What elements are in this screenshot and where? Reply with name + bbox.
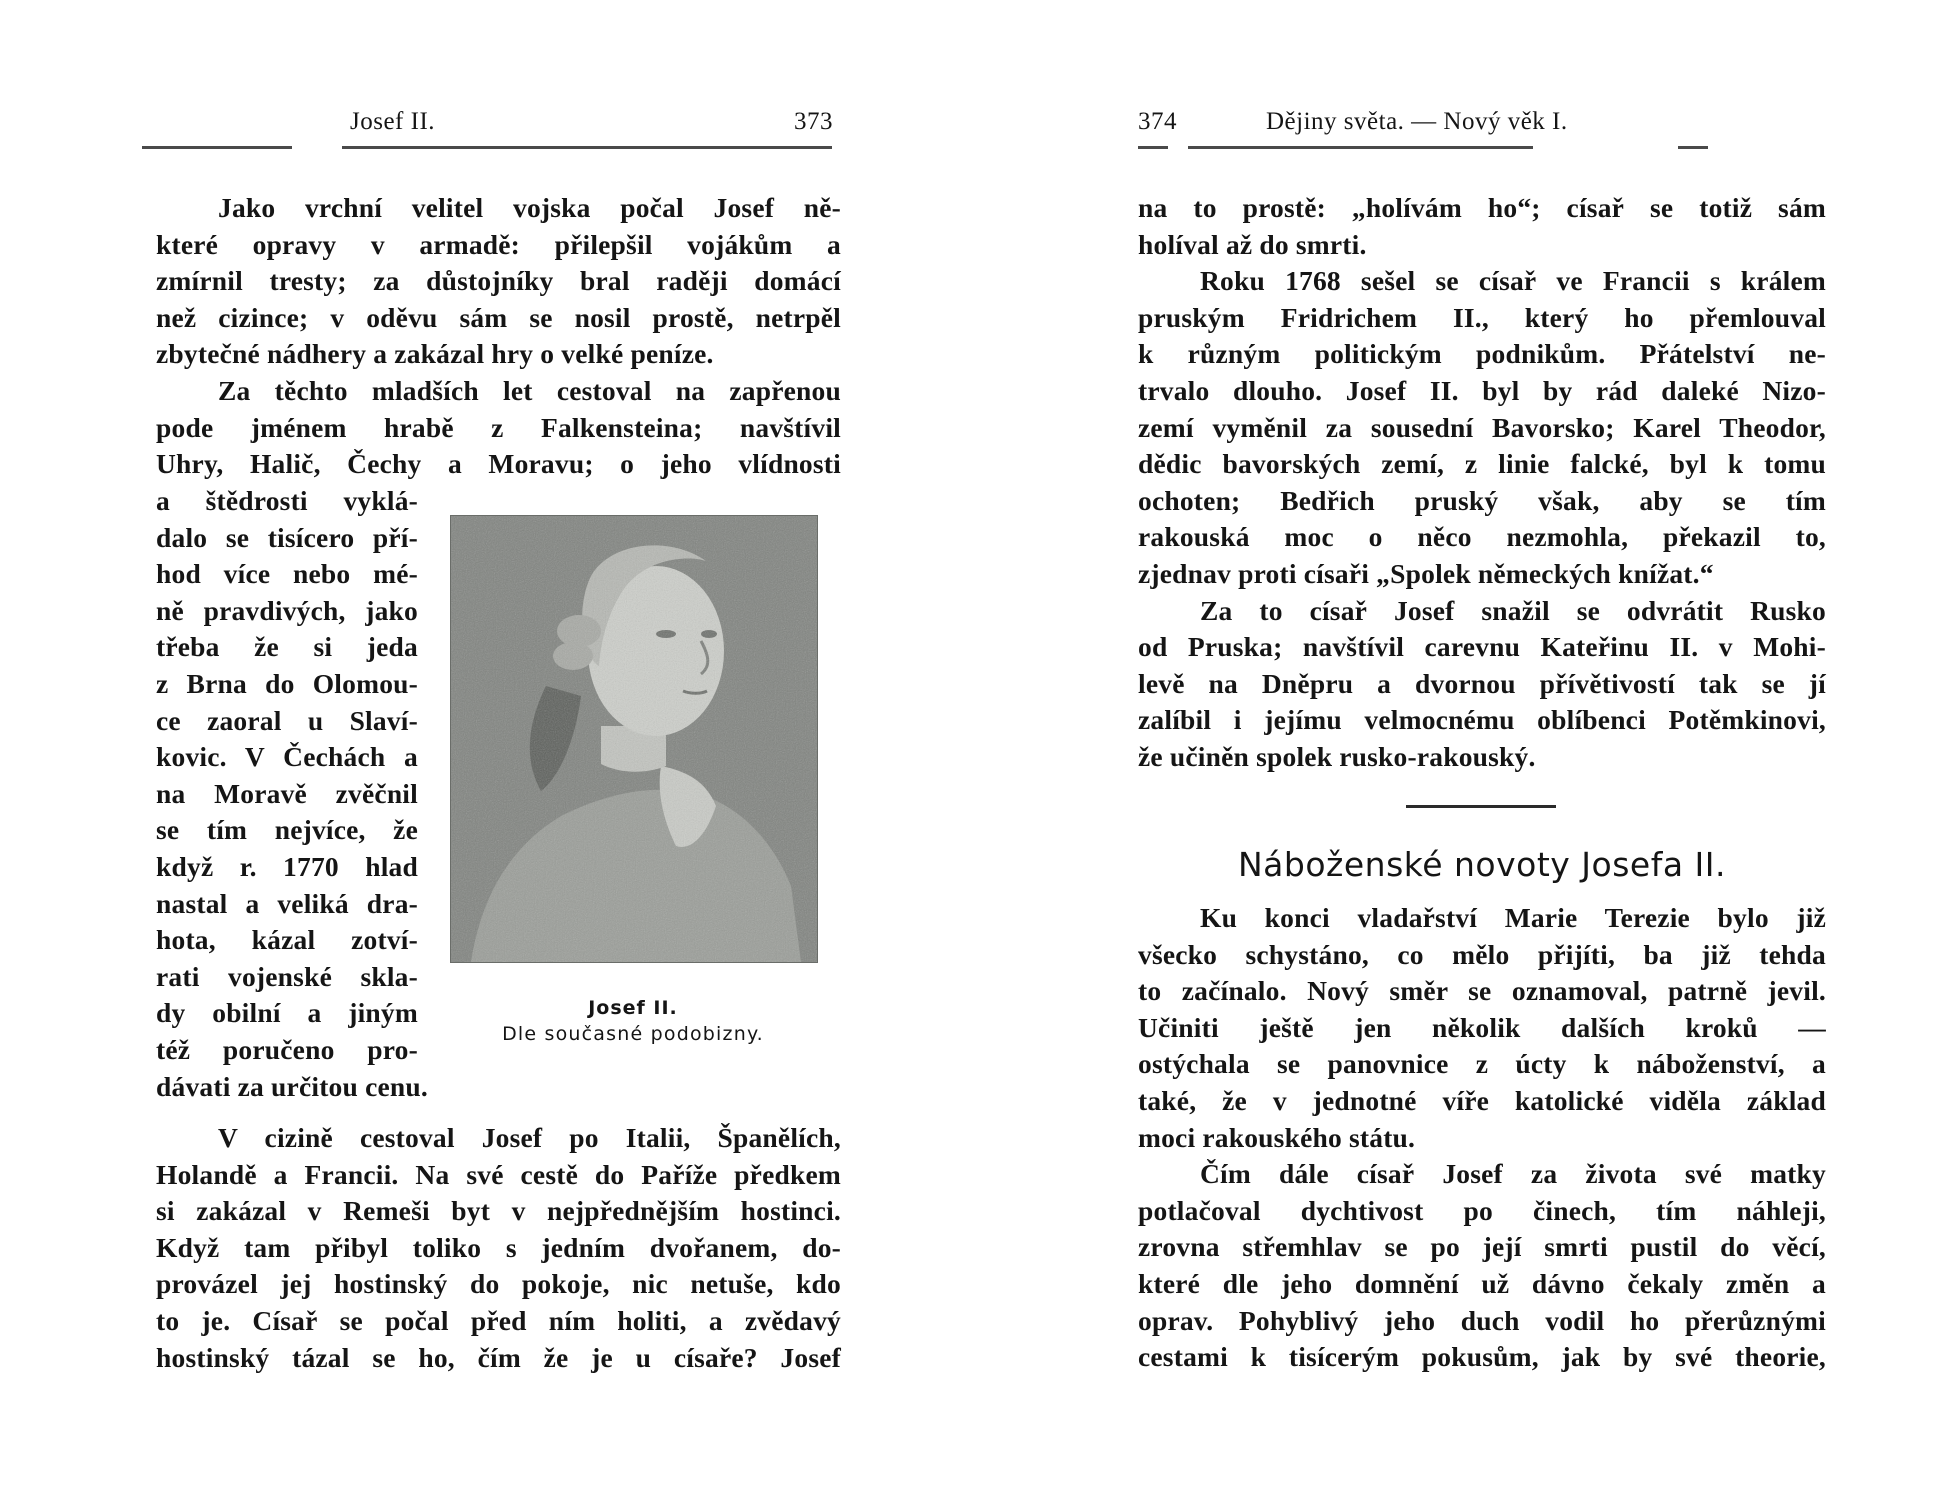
text-line: zemí vyměnil za sousední Bavorsko; Karel Theodor,: [1138, 411, 1826, 443]
text-line: Čím dále císař Josef za života své matky: [1200, 1158, 1826, 1190]
text-line: Učiniti ještě jen několik dalších kroků —: [1138, 1011, 1826, 1043]
text-line: holíval až do smrti.: [1138, 228, 1367, 260]
text-line: které dle jeho domnění už dávno čekaly změn a: [1138, 1267, 1826, 1299]
text-line: ně pravdivých, jako: [156, 594, 418, 626]
text-line: rakouská moc o něco nezmohla, překazil to,: [1138, 521, 1826, 553]
text-line: nastal a veliká dra-: [156, 887, 418, 919]
text-line: zrovna střemhlav se po její smrti pustil do věcí,: [1138, 1231, 1826, 1263]
text-line: hota, kázal zotví-: [156, 924, 418, 956]
text-line: pode jménem hrabě z Falkensteina; navštívil: [156, 411, 841, 443]
running-head-title: Dějiny světa. — Nový věk I.: [1266, 108, 1568, 135]
section-divider: [1406, 805, 1556, 808]
portrait-figure: [450, 515, 816, 1045]
text-line: třeba že si jeda: [156, 631, 418, 663]
text-line: moci rakouského státu.: [1138, 1121, 1416, 1153]
text-line: zmírnil tresty; za důstojníky bral raději domácí: [156, 265, 841, 297]
text-line: pruským Fridrichem II., který ho přemlouval: [1138, 301, 1826, 333]
text-line: Jako vrchní velitel vojska počal Josef ně-: [218, 192, 841, 223]
text-line: také, že v jednotné víře katolické viděla základ: [1138, 1084, 1826, 1116]
text-line: že učiněn spolek rusko-rakouský.: [1138, 740, 1536, 772]
text-line: provázel jej hostinský do pokoje, nic netuše, kdo: [156, 1268, 841, 1300]
text-line: trvalo dlouho. Josef II. byl by rád daleké Nizo-: [1138, 374, 1826, 406]
text-line: dávati za určitou cenu.: [156, 1070, 428, 1102]
text-line: a štědrosti vyklá-: [156, 485, 418, 516]
text-line: na Moravě zvěčnil: [156, 777, 418, 809]
page-number: 374: [1138, 108, 1177, 135]
text-line: které opravy v armadě: přilepšil vojákům a: [156, 228, 841, 260]
text-line: k různým politickým podnikům. Přátelství ne-: [1138, 338, 1826, 370]
text-line: Když tam přibyl toliko s jedním dvořanem, do-: [156, 1231, 841, 1263]
text-line: zbytečné nádhery a zakázal hry o velké peníze.: [156, 338, 714, 370]
right-page: [1138, 0, 1826, 1500]
paragraph-wrapped-around-figure: [156, 483, 428, 1105]
text-line: to začínalo. Nový směr se oznamoval, patrně jevil.: [1138, 975, 1826, 1007]
text-line: potlačoval dychtivost po činech, tím náhleji,: [1138, 1194, 1826, 1226]
text-line: Za těchto mladších let cestoval na zapřenou: [218, 374, 841, 406]
text-line: od Pruska; navštívil carevnu Kateřinu II. v Mohi-: [1138, 631, 1826, 663]
text-line: zjednav proti císaři „Spolek německých knížat.“: [1138, 557, 1714, 589]
text-line: oprav. Pohyblivý jeho duch vodil ho přerůznými: [1138, 1304, 1826, 1336]
text-line: zalíbil i jejímu velmocnému oblíbenci Potěmkinovi,: [1138, 704, 1826, 736]
text-line: dalo se tisícero pří-: [156, 521, 418, 553]
portrait-of-josef-ii-icon: [451, 516, 817, 962]
text-line: Uhry, Halič, Čechy a Moravu; o jeho vlídnosti: [156, 448, 841, 480]
text-line: hostinský tázal se ho, čím že je u císaře? Josef: [156, 1341, 841, 1373]
paragraph: [1138, 900, 1826, 1376]
paragraph: [156, 190, 841, 483]
text-line: než cizince; v oděvu sám se nosil prostě, netrpěl: [156, 301, 841, 333]
paragraph: [1138, 190, 1826, 776]
text-line: ostýchala se panovnice z úcty k náboženství, a: [1138, 1048, 1826, 1080]
text-line: z Brna do Olomou-: [156, 667, 418, 699]
text-line: V cizině cestoval Josef po Italii, Španělích,: [218, 1122, 841, 1153]
text-line: dy obilní a jiným: [156, 997, 418, 1029]
text-line: to je. Císař se počal před ním holiti, a zvědavý: [156, 1304, 841, 1336]
text-line: též poručeno pro-: [156, 1033, 418, 1065]
text-line: levě na Dněpru a dvornou přívětivostí tak se jí: [1138, 667, 1826, 699]
paragraph: [156, 1120, 841, 1376]
head-rule: [1678, 146, 1708, 149]
text-line: ce zaoral u Slaví-: [156, 704, 418, 736]
head-rule: [142, 146, 292, 149]
text-line: Holandě a Francii. Na své cestě do Paříže předkem: [156, 1158, 841, 1190]
head-rule: [1188, 146, 1533, 149]
text-line: když r. 1770 hlad: [156, 850, 418, 882]
page-number: 373: [794, 108, 833, 135]
left-page: [156, 0, 841, 1500]
text-line: kovic. V Čechách a: [156, 741, 418, 773]
head-rule: [342, 146, 832, 149]
text-line: cestami k tisícerým pokusům, jak by své theorie,: [1138, 1341, 1826, 1373]
portrait-image: [450, 515, 818, 963]
text-line: dědic bavorských zemí, z linie falcké, byl k tomu: [1138, 448, 1826, 480]
caption-name: Josef II.: [588, 997, 678, 1019]
text-line: si zakázal v Remeši byt v nejpřednějším hostinci.: [156, 1195, 841, 1227]
text-line: hod více nebo mé-: [156, 558, 418, 590]
text-line: Za to císař Josef snažil se odvrátit Rusko: [1200, 594, 1826, 626]
text-line: se tím nejvíce, že: [156, 814, 418, 846]
right-running-head: [1138, 108, 1826, 148]
text-line: ochoten; Bedřich pruský však, aby se tím: [1138, 484, 1826, 516]
left-running-head: [156, 108, 841, 148]
caption-subtitle: Dle současné podobizny.: [502, 1023, 764, 1045]
text-line: Ku konci vladařství Marie Terezie bylo již: [1200, 902, 1826, 933]
section-title: Náboženské novoty Josefa II.: [1238, 845, 1726, 884]
running-head-title: Josef II.: [350, 108, 436, 135]
head-rule: [1138, 146, 1168, 149]
text-line: Roku 1768 sešel se císař ve Francii s králem: [1200, 265, 1826, 297]
text-line: na to prostě: „holívám ho“; císař se totiž sám: [1138, 192, 1826, 223]
figure-caption: [450, 997, 816, 1045]
text-line: rati vojenské skla-: [156, 960, 418, 992]
text-line: všecko schystáno, co mělo přijíti, ba již tehda: [1138, 938, 1826, 970]
